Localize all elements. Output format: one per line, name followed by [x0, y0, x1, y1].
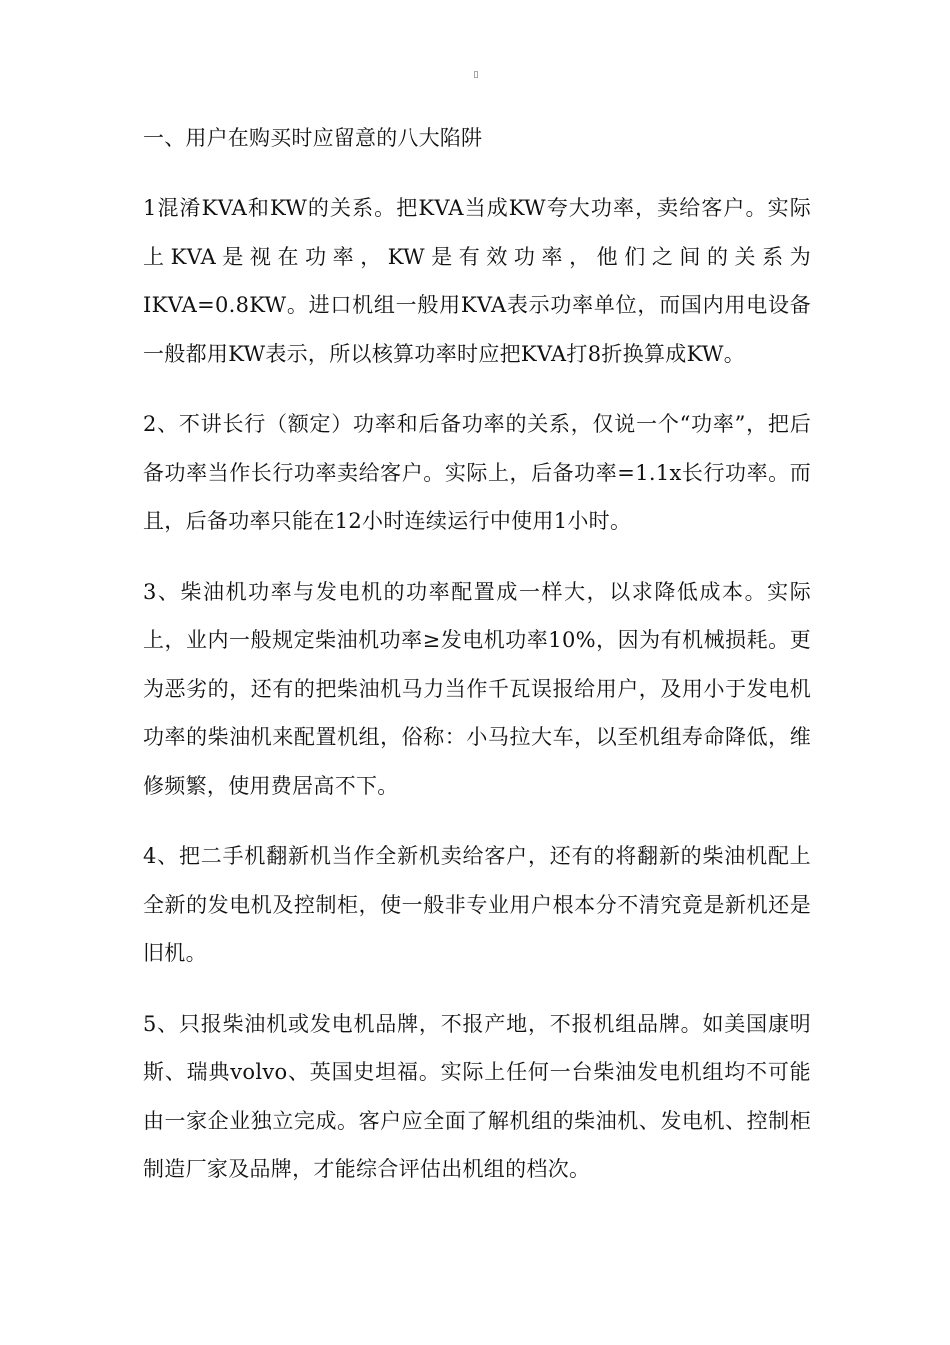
- document-body: [143, 114, 811, 1216]
- paragraph-2: 2、不讲长行（额定）功率和后备功率的关系，仅说一个“功率”，把后备功率当作长行功率卖给客户。实际上，后备功率=1.1x长行功率。而且，后备功率只能在12小时连续运行中使用1小时。: [143, 412, 811, 533]
- paragraph-4: 4、把二手机翻新机当作全新机卖给客户，还有的将翻新的柴油机配上全新的发电机及控制柜，使一般非专业用户根本分不清究竟是新机还是旧机。: [143, 844, 811, 965]
- page-header-mark: ▯: [473, 70, 479, 80]
- paragraph-3: 3、柴油机功率与发电机的功率配置成一样大，以求降低成本。实际上，业内一般规定柴油机功率≥发电机功率10%，因为有机械损耗。更为恶劣的，还有的把柴油机马力当作千瓦误报给用户，及用小于发电机功率的柴油机来配置机组，俗称：小马拉大车，以至机组寿命降低，维修频繁，使用费居高不下。: [143, 579, 811, 798]
- paragraph-1: 1混淆KVA和KW的关系。把KVA当成KW夸大功率，卖给客户。实际上KVA是视在功率，KW是有效功率，他们之间的关系为IKVA=0.8KW。进口机组一般用KVA表示功率单位，而国内用电设备一般都用KW表示，所以核算功率时应把KVA打8折换算成KW。: [143, 196, 811, 366]
- section-heading: 一、用户在购买时应留意的八大陷阱: [143, 126, 483, 150]
- paragraph-5: 5、只报柴油机或发电机品牌，不报产地，不报机组品牌。如美国康明斯、瑞典volvo、英国史坦福。实际上任何一台柴油发电机组均不可能由一家企业独立完成。客户应全面了解机组的柴油机、发电机、控制柜制造厂家及品牌，才能综合评估出机组的档次。: [143, 1011, 811, 1181]
